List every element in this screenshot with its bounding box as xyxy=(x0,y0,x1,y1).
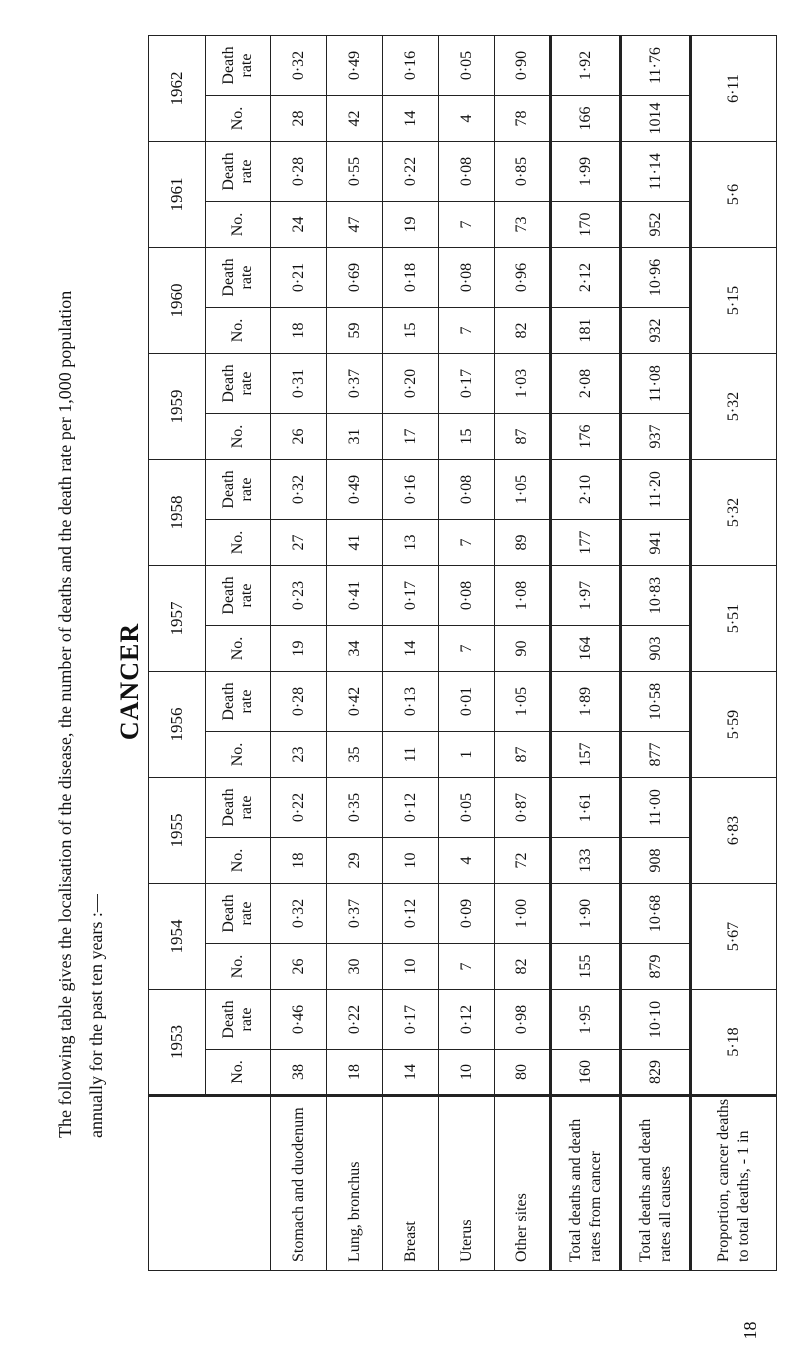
death-rate: 0·08 xyxy=(439,460,495,520)
row-label: Lung, bronchus xyxy=(327,1096,383,1271)
deaths-count: 90 xyxy=(495,626,551,672)
deaths-count: 7 xyxy=(439,308,495,354)
year-header: 1955 xyxy=(149,778,206,884)
no-header: No. xyxy=(206,520,271,566)
death-rate: 1·00 xyxy=(495,884,551,944)
deaths-count: 18 xyxy=(271,838,327,884)
page-number: 18 xyxy=(740,1321,760,1340)
deaths-count: 41 xyxy=(327,520,383,566)
death-rate: 0·28 xyxy=(271,672,327,732)
death-rate: 1·05 xyxy=(495,460,551,520)
proportion-value: 5·6 xyxy=(691,142,777,248)
year-header: 1957 xyxy=(149,566,206,672)
death-rate-header: Death rate xyxy=(206,460,271,520)
death-rate: 0·49 xyxy=(327,36,383,96)
deaths-count: 18 xyxy=(271,308,327,354)
death-rate: 0·12 xyxy=(383,778,439,838)
deaths-count: 24 xyxy=(271,202,327,248)
deaths-count: 10 xyxy=(383,944,439,990)
deaths-count: 937 xyxy=(621,414,691,460)
deaths-count: 177 xyxy=(551,520,621,566)
death-rate: 0·17 xyxy=(383,990,439,1050)
deaths-count: 4 xyxy=(439,838,495,884)
death-rate: 0·46 xyxy=(271,990,327,1050)
year-header: 1954 xyxy=(149,884,206,990)
deaths-count: 879 xyxy=(621,944,691,990)
deaths-count: 89 xyxy=(495,520,551,566)
death-rate: 0·23 xyxy=(271,566,327,626)
year-header: 1958 xyxy=(149,460,206,566)
deaths-count: 26 xyxy=(271,414,327,460)
death-rate: 11·00 xyxy=(621,778,691,838)
death-rate: 1·08 xyxy=(495,566,551,626)
no-header: No. xyxy=(206,838,271,884)
death-rate: 0·32 xyxy=(271,460,327,520)
death-rate: 0·05 xyxy=(439,778,495,838)
intro-line-1: The following table gives the localisation of the disease, the number of deaths and the death rate per 1,000 population xyxy=(55,290,75,1138)
deaths-count: 19 xyxy=(271,626,327,672)
deaths-count: 164 xyxy=(551,626,621,672)
death-rate-header: Death rate xyxy=(206,354,271,414)
proportion-row xyxy=(691,36,777,1271)
death-rate-header: Death rate xyxy=(206,990,271,1050)
death-rate: 0·31 xyxy=(271,354,327,414)
death-rate: 10·83 xyxy=(621,566,691,626)
deaths-count: 877 xyxy=(621,732,691,778)
deaths-count: 11 xyxy=(383,732,439,778)
row-label: Breast xyxy=(383,1096,439,1271)
cancer-table xyxy=(148,35,777,1271)
death-rate: 0·55 xyxy=(327,142,383,202)
death-rate: 2·08 xyxy=(551,354,621,414)
deaths-count: 87 xyxy=(495,414,551,460)
death-rate: 0·37 xyxy=(327,884,383,944)
death-rate: 1·61 xyxy=(551,778,621,838)
deaths-count: 181 xyxy=(551,308,621,354)
no-header: No. xyxy=(206,202,271,248)
deaths-count: 15 xyxy=(383,308,439,354)
death-rate-header: Death rate xyxy=(206,778,271,838)
death-rate: 0·32 xyxy=(271,36,327,96)
death-rate: 0·98 xyxy=(495,990,551,1050)
death-rate: 11·76 xyxy=(621,36,691,96)
deaths-count: 170 xyxy=(551,202,621,248)
table-row xyxy=(439,36,495,1271)
deaths-count: 17 xyxy=(383,414,439,460)
deaths-count: 1014 xyxy=(621,96,691,142)
table-body xyxy=(271,36,777,1271)
death-rate: 10·96 xyxy=(621,248,691,308)
deaths-count: 133 xyxy=(551,838,621,884)
death-rate: 0·22 xyxy=(383,142,439,202)
deaths-count: 7 xyxy=(439,202,495,248)
subheader-row xyxy=(206,36,271,1271)
deaths-count: 87 xyxy=(495,732,551,778)
death-rate: 10·68 xyxy=(621,884,691,944)
death-rate: 0·12 xyxy=(383,884,439,944)
year-header: 1961 xyxy=(149,142,206,248)
page-heading: CANCER xyxy=(115,622,144,741)
proportion-value: 5·51 xyxy=(691,566,777,672)
deaths-count: 38 xyxy=(271,1050,327,1096)
deaths-count: 78 xyxy=(495,96,551,142)
death-rate-header: Death rate xyxy=(206,142,271,202)
death-rate: 0·18 xyxy=(383,248,439,308)
deaths-count: 155 xyxy=(551,944,621,990)
deaths-count: 27 xyxy=(271,520,327,566)
deaths-count: 166 xyxy=(551,96,621,142)
death-rate: 11·20 xyxy=(621,460,691,520)
death-rate: 0·22 xyxy=(327,990,383,1050)
death-rate: 0·96 xyxy=(495,248,551,308)
deaths-count: 7 xyxy=(439,520,495,566)
deaths-count: 903 xyxy=(621,626,691,672)
death-rate: 0·35 xyxy=(327,778,383,838)
death-rate: 0·37 xyxy=(327,354,383,414)
death-rate: 1·05 xyxy=(495,672,551,732)
deaths-count: 13 xyxy=(383,520,439,566)
death-rate: 0·17 xyxy=(383,566,439,626)
death-rate: 10·10 xyxy=(621,990,691,1050)
death-rate: 0·21 xyxy=(271,248,327,308)
no-header: No. xyxy=(206,626,271,672)
deaths-count: 73 xyxy=(495,202,551,248)
proportion-value: 5·32 xyxy=(691,354,777,460)
deaths-count: 14 xyxy=(383,1050,439,1096)
death-rate: 0·22 xyxy=(271,778,327,838)
row-label: Stomach and duodenum xyxy=(271,1096,327,1271)
deaths-count: 160 xyxy=(551,1050,621,1096)
deaths-count: 10 xyxy=(439,1050,495,1096)
deaths-count: 14 xyxy=(383,626,439,672)
deaths-count: 35 xyxy=(327,732,383,778)
death-rate: 0·20 xyxy=(383,354,439,414)
deaths-count: 59 xyxy=(327,308,383,354)
table-row xyxy=(551,36,621,1271)
death-rate-header: Death rate xyxy=(206,36,271,96)
year-header: 1953 xyxy=(149,990,206,1096)
death-rate: 0·49 xyxy=(327,460,383,520)
death-rate: 0·09 xyxy=(439,884,495,944)
table-row xyxy=(271,36,327,1271)
deaths-count: 29 xyxy=(327,838,383,884)
death-rate: 0·16 xyxy=(383,460,439,520)
proportion-value: 6·83 xyxy=(691,778,777,884)
year-header: 1960 xyxy=(149,248,206,354)
death-rate: 1·03 xyxy=(495,354,551,414)
deaths-count: 28 xyxy=(271,96,327,142)
death-rate-header: Death rate xyxy=(206,672,271,732)
deaths-count: 941 xyxy=(621,520,691,566)
death-rate: 1·97 xyxy=(551,566,621,626)
proportion-label: Proportion, cancer deaths to total deaths, - 1 in xyxy=(691,1096,777,1271)
death-rate: 0·90 xyxy=(495,36,551,96)
death-rate-header: Death rate xyxy=(206,566,271,626)
death-rate: 1·89 xyxy=(551,672,621,732)
proportion-value: 5·59 xyxy=(691,672,777,778)
deaths-count: 47 xyxy=(327,202,383,248)
death-rate: 1·99 xyxy=(551,142,621,202)
deaths-count: 80 xyxy=(495,1050,551,1096)
no-header: No. xyxy=(206,732,271,778)
death-rate: 0·08 xyxy=(439,142,495,202)
deaths-count: 34 xyxy=(327,626,383,672)
deaths-count: 1 xyxy=(439,732,495,778)
deaths-count: 908 xyxy=(621,838,691,884)
no-header: No. xyxy=(206,414,271,460)
proportion-value: 5·67 xyxy=(691,884,777,990)
no-header: No. xyxy=(206,308,271,354)
row-label: Total deaths and death rates from cancer xyxy=(551,1096,621,1271)
deaths-count: 19 xyxy=(383,202,439,248)
no-header: No. xyxy=(206,1050,271,1096)
table-row xyxy=(383,36,439,1271)
death-rate: 0·17 xyxy=(439,354,495,414)
deaths-count: 4 xyxy=(439,96,495,142)
deaths-count: 157 xyxy=(551,732,621,778)
death-rate: 0·05 xyxy=(439,36,495,96)
no-header: No. xyxy=(206,96,271,142)
deaths-count: 7 xyxy=(439,626,495,672)
death-rate: 0·28 xyxy=(271,142,327,202)
death-rate: 0·69 xyxy=(327,248,383,308)
deaths-count: 18 xyxy=(327,1050,383,1096)
death-rate: 11·08 xyxy=(621,354,691,414)
death-rate: 0·08 xyxy=(439,248,495,308)
deaths-count: 82 xyxy=(495,308,551,354)
death-rate: 0·13 xyxy=(383,672,439,732)
deaths-count: 10 xyxy=(383,838,439,884)
year-header: 1959 xyxy=(149,354,206,460)
death-rate: 0·87 xyxy=(495,778,551,838)
deaths-count: 42 xyxy=(327,96,383,142)
row-label: Other sites xyxy=(495,1096,551,1271)
deaths-count: 31 xyxy=(327,414,383,460)
death-rate: 0·85 xyxy=(495,142,551,202)
death-rate: 0·01 xyxy=(439,672,495,732)
death-rate: 2·10 xyxy=(551,460,621,520)
deaths-count: 14 xyxy=(383,96,439,142)
death-rate: 1·95 xyxy=(551,990,621,1050)
death-rate: 2·12 xyxy=(551,248,621,308)
deaths-count: 829 xyxy=(621,1050,691,1096)
table-row xyxy=(327,36,383,1271)
death-rate: 10·58 xyxy=(621,672,691,732)
deaths-count: 30 xyxy=(327,944,383,990)
table-row xyxy=(495,36,551,1271)
death-rate-header: Death rate xyxy=(206,884,271,944)
death-rate: 0·42 xyxy=(327,672,383,732)
death-rate: 0·41 xyxy=(327,566,383,626)
proportion-value: 5·18 xyxy=(691,990,777,1096)
death-rate-header: Death rate xyxy=(206,248,271,308)
deaths-count: 23 xyxy=(271,732,327,778)
deaths-count: 932 xyxy=(621,308,691,354)
death-rate: 1·90 xyxy=(551,884,621,944)
intro-line-2: annually for the past ten years :— xyxy=(86,894,106,1138)
proportion-value: 6·11 xyxy=(691,36,777,142)
death-rate: 0·16 xyxy=(383,36,439,96)
no-header: No. xyxy=(206,944,271,990)
deaths-count: 176 xyxy=(551,414,621,460)
proportion-value: 5·15 xyxy=(691,248,777,354)
year-header-row xyxy=(149,36,206,1271)
deaths-count: 72 xyxy=(495,838,551,884)
row-label: Total deaths and death rates all causes xyxy=(621,1096,691,1271)
proportion-value: 5·32 xyxy=(691,460,777,566)
row-label: Uterus xyxy=(439,1096,495,1271)
death-rate: 1·92 xyxy=(551,36,621,96)
death-rate: 0·12 xyxy=(439,990,495,1050)
death-rate: 11·14 xyxy=(621,142,691,202)
death-rate: 0·08 xyxy=(439,566,495,626)
year-header: 1962 xyxy=(149,36,206,142)
death-rate: 0·32 xyxy=(271,884,327,944)
deaths-count: 952 xyxy=(621,202,691,248)
deaths-count: 82 xyxy=(495,944,551,990)
corner-cell xyxy=(149,1096,271,1271)
deaths-count: 26 xyxy=(271,944,327,990)
year-header: 1956 xyxy=(149,672,206,778)
table-row xyxy=(621,36,691,1271)
deaths-count: 15 xyxy=(439,414,495,460)
deaths-count: 7 xyxy=(439,944,495,990)
